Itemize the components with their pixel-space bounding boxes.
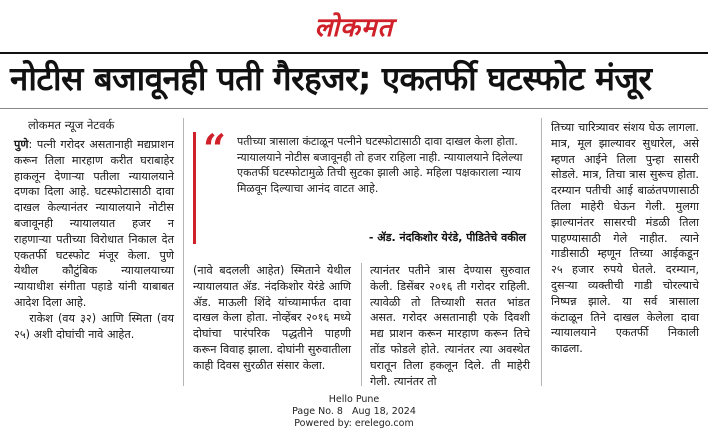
quote-bar bbox=[193, 132, 196, 244]
column-3-text: त्यानंतर पतीने त्रास देण्यास सुरुवात केली. डिसेंबर २०१६ ती गरोदर राहिली. त्यावेळी तो तिच्याशी सतत भांडत असत. गरोदर असतानाही एके दिवशी मद्य प्राशन करून मारहाण करून तिचे तोंड फोडले होते. त्यानंतर त्या अवस्थेत घरातून तिला हकलून दिले. ती माहेरी गेली. त्यानंतर तो bbox=[370, 264, 530, 388]
footer-page-date bbox=[0, 406, 708, 418]
column-1-text-1: : पत्नी गरोदर असतानाही मद्यप्राशन करून तिला मारहाण करीत घराबाहेर हाकलून देणाऱ्या पतीला न्यायालयाने दणका दिला आहे. घटस्फोटासाठी दावा दाखल केल्यानंतर न्यायालयाने नोटीस बजावूनही न्यायालयात हजर न राहणाऱ्या पतीच्या विरोधात निकाल देत एकतर्फी घटस्फोट मंजूर केला. पुणे येथील कौटुंबिक न्यायालयाच्या न्यायाधीश संगीता पहाडे यांनी याबाबत आदेश दिला आहे. bbox=[14, 138, 174, 309]
column-divider-2 bbox=[361, 263, 362, 386]
footer-date: Aug 18, 2024 bbox=[352, 406, 416, 417]
column-2-text: (नावे बदलली आहेत) स्मिताने येथील न्यायालयात ॲड. नंदकिशोर येरंडे आणि ॲड. माऊली शिंदे यांच्यामार्फत दावा दाखल केला होता. नोव्हेंबर २०१६ मध्ये दोघांचा पारंपरिक पद्धतीने पाहणी करून विवाह झाला. दोघांनी सुरुवातीला काही दिवस सुरळीत संसार केला. bbox=[193, 264, 351, 372]
column-divider-1 bbox=[183, 118, 184, 386]
column-4 bbox=[551, 120, 699, 357]
column-1-text-2: राकेश (वय ३२) आणि स्मिता (वय २५) अशी दोघांची नावे आहेत. bbox=[14, 311, 174, 341]
top-rule bbox=[0, 52, 708, 54]
masthead bbox=[0, 8, 708, 44]
column-2 bbox=[193, 263, 351, 374]
headline: नोटीस बजावूनही पती गैरहजर; एकतर्फी घटस्फोट मंजूर bbox=[10, 59, 652, 98]
footer-powered: Powered by: erelego.com bbox=[294, 418, 414, 429]
pull-quote bbox=[193, 128, 530, 252]
quote-text: पतीच्या त्रासाला कंटाळून पत्नीने घटस्फोटासाठी दावा दाखल केला होता. न्यायालयाने नोटीस बजावूनही तो हजर राहिला नाही. न्यायालयाने दिलेल्या एकतर्फी घटस्फोटामुळे तिची सुटका झाली आहे. महिला पक्षकाराला न्याय मिळवून दिल्याचा आनंद वाटत आहे. bbox=[237, 135, 523, 195]
byline: लोकमत न्यूज नेटवर्क bbox=[28, 118, 115, 132]
dateline: पुणे bbox=[14, 138, 29, 151]
footer-edition: Hello Pune bbox=[328, 394, 380, 405]
column-divider-3 bbox=[541, 118, 542, 386]
masthead-logo: लोकमत bbox=[314, 13, 394, 43]
column-1-para-2 bbox=[14, 311, 174, 343]
quote-mark-icon: “ bbox=[203, 126, 227, 173]
column-4-text: तिच्या चारित्र्यावर संशय घेऊ लागला. मात्र, मूल झाल्यावर सुधारेल, असे म्हणत आईने तिला पुन्हा सासरी सोडले. मात्र, तिचा त्रास सुरूच होता. दरम्यान पतीची आई बाळंतपणासाठी तिला माहेरी घेऊन गेली. मुलगा झाल्यानंतर सासरची मंडळी तिला पाहण्यासाठी गेले नाहीत. त्याने गाडीसाठी म्हणून तिच्या आईकडून २५ हजार रुपये घेतले. दरम्यान, दुसऱ्या व्यक्तीची गाडी चोरल्याचे निष्पन्न झाले. या सर्व त्रासाला कंटाळून तिने दाखल केलेला दावा न्यायालयाने एकतर्फी निकाली काढला. bbox=[551, 121, 699, 356]
column-3 bbox=[370, 263, 530, 389]
column-1 bbox=[14, 137, 174, 342]
column-1-para-1 bbox=[14, 137, 174, 311]
headline-rule bbox=[0, 108, 708, 109]
footer-page: Page No. 8 bbox=[292, 406, 343, 417]
quote-attribution: - ॲड. नंदकिशोर येरंडे, पीडितेचे वकील bbox=[368, 231, 526, 244]
footer bbox=[0, 394, 708, 430]
